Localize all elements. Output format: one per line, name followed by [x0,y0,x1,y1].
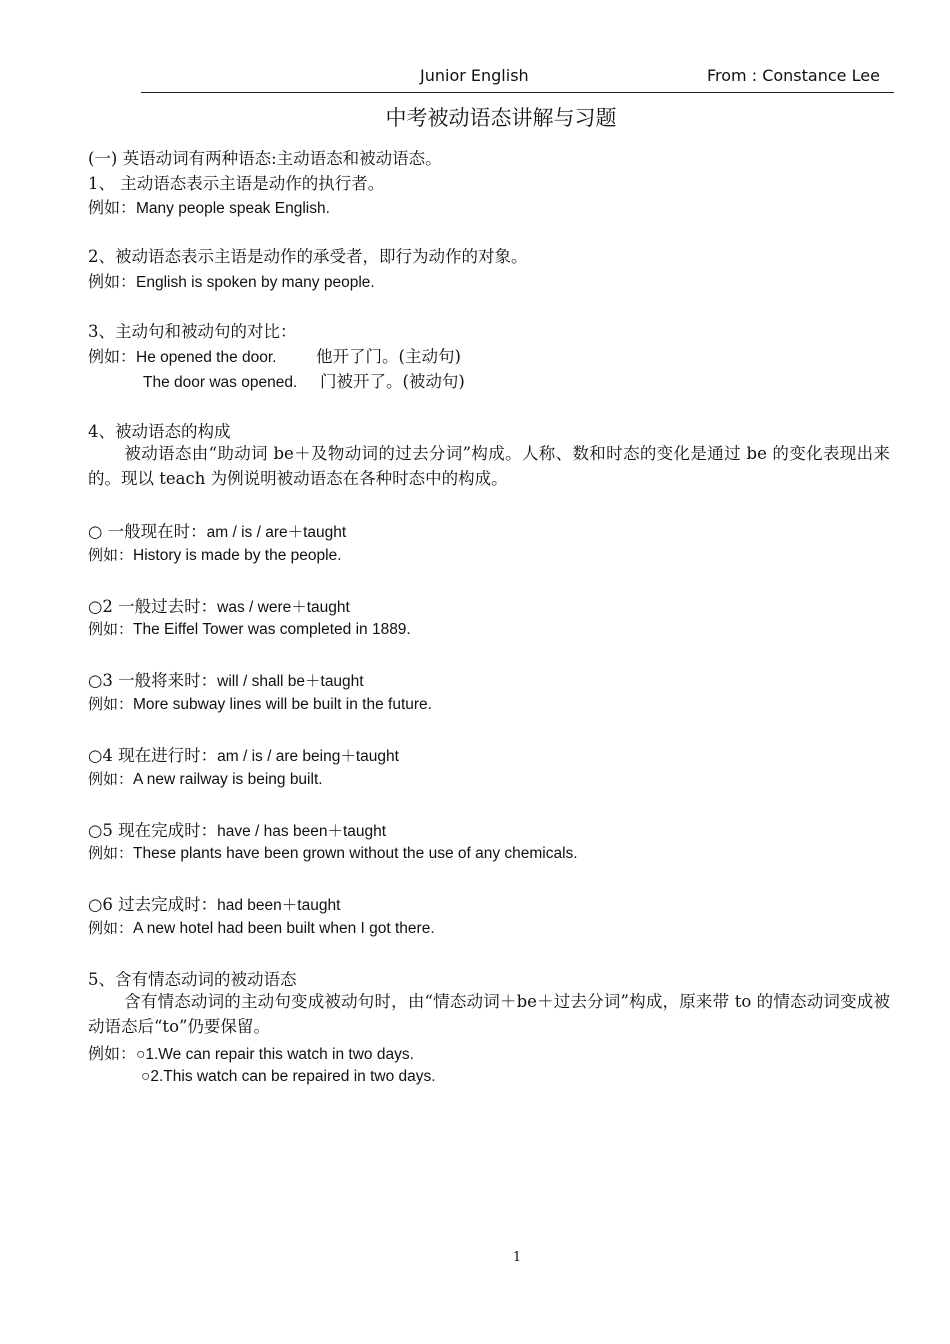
tense-formula: was / were＋taught [217,599,350,616]
example-label: 例如： [88,272,137,291]
example-en-active: He opened the door. [136,349,277,366]
section-5-paragraph [88,989,890,1039]
example-label: 例如： [88,770,134,788]
example-text: ○2.This watch can be repaired in two days. [141,1068,436,1085]
section-4-title: 4、被动语态的构成 [88,422,231,441]
example-label: 例如： [88,347,137,366]
tense-6-example [88,917,435,938]
section-2-example [88,269,375,292]
example-cn-passive: 门被开了。(被动句) [320,372,465,391]
tense-name: ○2 一般过去时： [88,597,218,616]
example-text: History is made by the people. [133,547,342,564]
example-label: 例如： [88,844,134,862]
example-text: The Eiffel Tower was completed in 1889. [133,621,411,638]
example-label: 例如： [88,546,134,564]
section-3-example-1 [88,343,461,367]
example-text: A new railway is being built. [133,771,323,788]
tense-6-head [88,891,340,915]
example-cn-active: 他开了门。(主动句) [316,347,461,366]
page-number: 1 [512,1250,522,1265]
example-text: Many people speak English. [136,200,330,217]
tense-name: ○4 现在进行时： [88,746,218,765]
section-4-paragraph-text: 被动语态由“助动词 be＋及物动词的过去分词”构成。人称、数和时态的变化是通过 be 的变化表现出来的。现以 teach 为例说明被动语态在各种时态中的构成。 [88,444,890,488]
example-label: 例如： [88,620,134,638]
example-label: 例如： [88,1044,137,1063]
example-label: 例如： [88,198,137,217]
tense-formula: am / is / are＋taught [206,524,347,541]
tense-2-example [88,618,411,639]
header-right: From : Constance Lee [707,66,880,85]
section-5-example-1 [88,1041,414,1064]
header-rule [141,92,894,93]
tense-formula: am / is / are being＋taught [217,748,399,765]
example-en-passive: The door was opened. [143,374,298,391]
section-5-paragraph-text: 含有情态动词的主动句变成被动句时，由“情态动词＋be＋过去分词”构成，原来带 to 的情态动词变成被动语态后“to”仍要保留。 [88,992,890,1036]
tense-5-example [88,842,578,863]
header-left: Junior English [420,66,529,85]
section-3-title: 3、主动句和被动句的对比： [88,322,297,341]
tense-name: ○ 一般现在时： [88,522,207,541]
section-1-title: 1、 主动语态表示主语是动作的执行者。 [88,174,385,193]
tense-formula: had been＋taught [217,897,341,914]
tense-4-example [88,768,323,789]
example-text: ○1.We can repair this watch in two days. [136,1046,414,1063]
tense-formula: will / shall be＋taught [217,673,364,690]
section-5-example-2 [141,1066,436,1086]
tense-name: ○3 一般将来时： [88,671,218,690]
section-3-example-2 [143,368,465,392]
section-5-title: 5、含有情态动词的被动语态 [88,970,297,989]
tense-2-head [88,593,350,617]
example-label: 例如： [88,919,134,937]
example-text: These plants have been grown without the use of any chemicals. [133,845,578,862]
intro-line: (一) 英语动词有两种语态:主动语态和被动语态。 [88,149,442,168]
tense-formula: have / has been＋taught [217,823,387,840]
example-label: 例如： [88,695,134,713]
tense-name: ○6 过去完成时： [88,895,218,914]
example-text: More subway lines will be built in the future. [133,696,432,713]
tense-5-head [88,817,386,841]
tense-4-head [88,742,399,766]
tense-3-example [88,693,432,714]
section-2-title: 2、被动语态表示主语是动作的承受者，即行为动作的对象。 [88,247,528,266]
example-text: A new hotel had been built when I got there. [133,920,435,937]
example-text: English is spoken by many people. [136,274,375,291]
tense-1-head [88,518,346,542]
section-4-paragraph [88,441,890,491]
tense-3-head [88,667,364,691]
tense-1-example [88,544,342,565]
section-1-example [88,195,330,218]
tense-name: ○5 现在完成时： [88,821,218,840]
page-title: 中考被动语态讲解与习题 [385,106,617,130]
